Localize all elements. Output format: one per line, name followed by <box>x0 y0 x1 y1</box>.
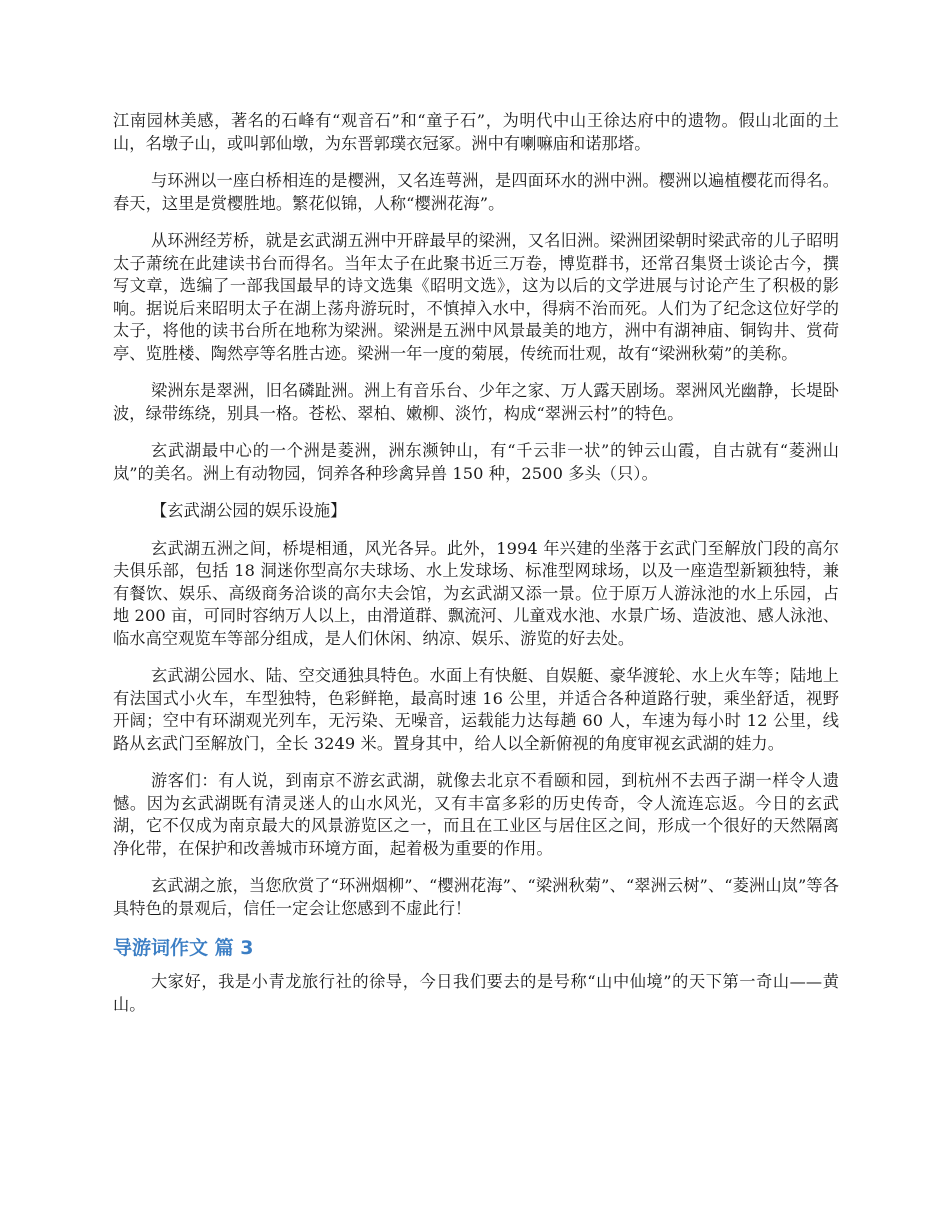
paragraph: 大家好，我是小青龙旅行社的徐导，今日我们要去的是号称“山中仙境”的天下第一奇山——黄山。 <box>113 972 839 1014</box>
section-heading: 导游词作文 篇 3 <box>113 937 254 959</box>
paragraph: 江南园林美感，著名的石峰有“观音石”和“童子石”，为明代中山王徐达府中的遗物。假山北面的土山，名墩子山，或叫郭仙墩，为东晋郭璞衣冠冢。洲中有喇嘛庙和诺那塔。 <box>113 111 839 153</box>
paragraph: 梁洲东是翠洲，旧名磷趾洲。洲上有音乐台、少年之家、万人露天剧场。翠洲风光幽静，长堤卧波，绿带练绕，别具一格。苍松、翠柏、嫩柳、淡竹，构成“翠洲云村”的特色。 <box>113 381 839 423</box>
paragraph: 玄武湖公园水、陆、空交通独具特色。水面上有快艇、自娱艇、豪华渡轮、水上火车等；陆地上有法国式小火车，车型独特，色彩鲜艳，最高时速 16 公里，并适合各种道路行驶，乘坐舒适，视野开阔；空中有环湖观光列车，无污染、无噪音，运载能力达每趟 60 人，车速为每小时 12 公里，线路从玄武门至解放门，全长 3249 米。置身其中，给人以全新俯视的角度审视玄武湖的娃力。 <box>113 666 839 753</box>
paragraph: 玄武湖最中心的一个洲是菱洲，洲东濒钟山，有“千云非一状”的钟云山霞，自古就有“菱洲山岚”的美名。洲上有动物园，饲养各种珍禽异兽 150 种，2500 多头（只）。 <box>113 441 839 483</box>
paragraph: 玄武湖五洲之间，桥堤相通，风光各异。此外，1994 年兴建的坐落于玄武门至解放门段的高尔夫俱乐部，包括 18 洞迷你型高尔夫球场、水上发球场、标准型网球场，以及一座造型新颖独特，兼有餐饮、娱乐、高级商务洽谈的高尔夫会馆，为玄武湖又添一景。位于原万人游泳池的水上乐园，占地 200 亩，可同时容纳万人以上，由滑道群、飘流河、儿童戏水池、水景广场、造波池、感人泳池、临水高空观览车等部分组成，是人们休闲、纳凉、娱乐、游览的好去处。 <box>113 538 839 648</box>
paragraph: 游客们：有人说，到南京不游玄武湖，就像去北京不看颐和园，到杭州不去西子湖一样令人遗憾。因为玄武湖既有清灵迷人的山水风光，又有丰富多彩的历史传奇，令人流连忘返。今日的玄武湖，它不仅成为南京最大的风景游览区之一，而且在工业区与居住区之间，形成一个很好的天然隔离净化带，在保护和改善城市环境方面，起着极为重要的作用。 <box>113 771 839 858</box>
subheading-paragraph: 【玄武湖公园的娱乐设施】 <box>151 501 347 520</box>
paragraph: 玄武湖之旅，当您欣赏了“环洲烟柳”、“樱洲花海”、“梁洲秋菊”、“翠洲云树”、“菱洲山岚”等各具特色的景观后，信任一定会让您感到不虚此行！ <box>113 876 839 918</box>
paragraph: 从环洲经芳桥，就是玄武湖五洲中开辟最早的梁洲，又名旧洲。梁洲团梁朝时梁武帝的儿子昭明太子萧统在此建读书台而得名。当年太子在此聚书近三万卷，博览群书，还常召集贤士谈论古今，撰写文章，选编了一部我国最早的诗文选集《昭明文选》，这为以后的文学进展与讨论产生了积极的影响。据说后来昭明太子在湖上荡舟游玩时，不慎掉入水中，得病不治而死。人们为了纪念这位好学的太子，将他的读书台所在地称为梁洲。梁洲是五洲中风景最美的地方，洲中有湖神庙、铜钩井、赏荷亭、览胜楼、陶然亭等名胜古迹。梁洲一年一度的菊展，传统而壮观，故有“梁洲秋菊”的美称。 <box>113 231 839 363</box>
document-page <box>113 110 839 1031</box>
paragraph: 与环洲以一座白桥相连的是樱洲，又名连萼洲，是四面环水的洲中洲。樱洲以遍植樱花而得名。春天，这里是赏樱胜地。繁花似锦，人称“樱洲花海”。 <box>113 171 839 213</box>
